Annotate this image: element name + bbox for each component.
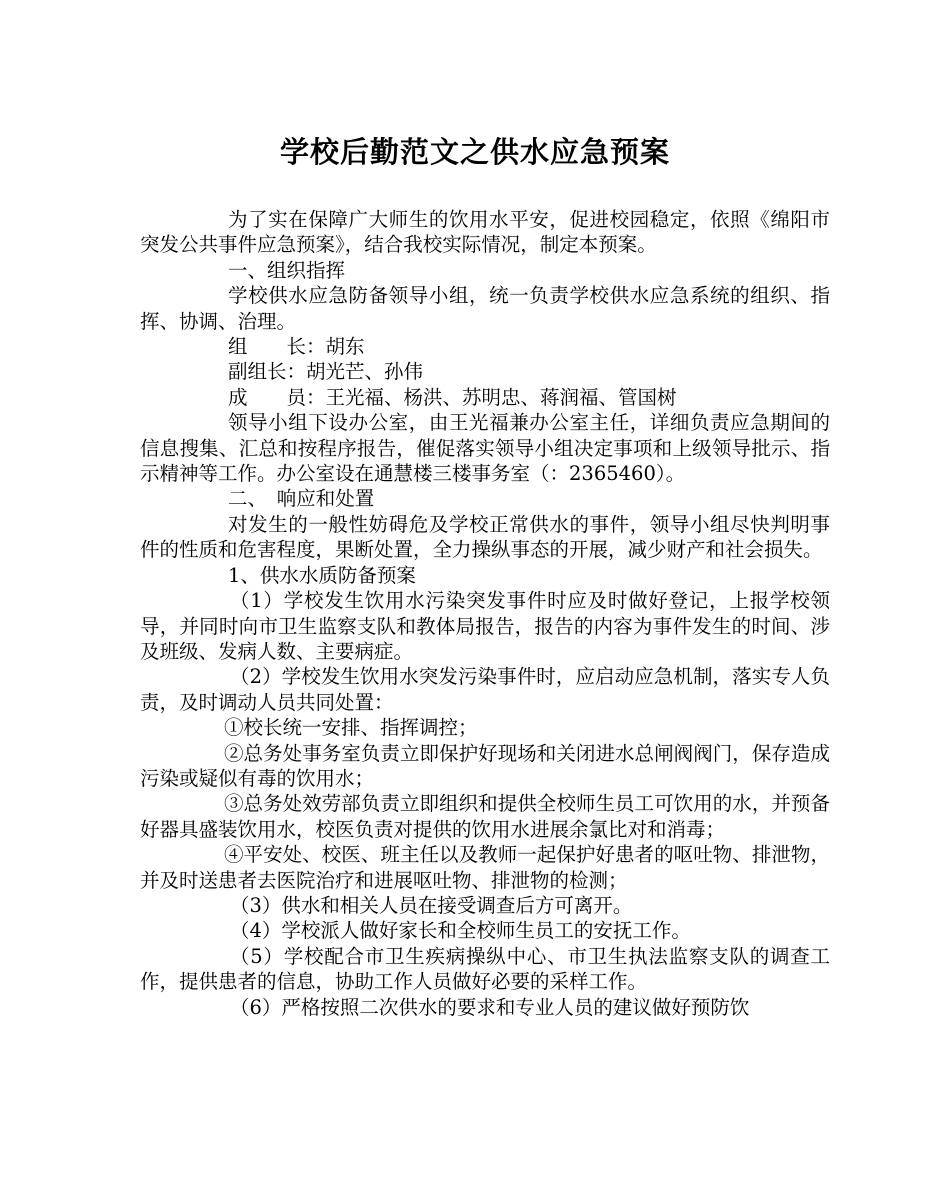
document-body [140, 207, 830, 1020]
section-heading: 一、组织指挥 [228, 258, 346, 282]
list-item: ①校长统一安排、指挥调控； [224, 716, 478, 740]
paragraph: 学校供水应急防备领导小组，统一负责学校供水应急系统的组织、指挥、协调、治理。 [140, 284, 830, 333]
list-item: （4）学校派人做好家长和全校师生员工的安抚工作。 [230, 919, 691, 943]
member-line: 成 员：王光福、杨洪、苏明忠、蒋润福、管国树 [228, 385, 677, 409]
list-item: （2）学校发生饮用水突发污染事件时，应启动应急机制，落实专人负责，及时调动人员共同处置： [140, 665, 830, 714]
paragraph: 对发生的一般性妨碍危及学校正常供水的事件，领导小组尽快判明事件的性质和危害程度，果断处置，全力操纵事态的开展，减少财产和社会损失。 [140, 512, 830, 562]
subsection-heading: 1、供水水质防备预案 [228, 563, 416, 587]
member-line: 副组长：胡光芒、孙伟 [228, 360, 424, 384]
list-item: （3）供水和相关人员在接受调查后方可离开。 [230, 893, 633, 917]
list-item: （6）严格按照二次供水的要求和专业人员的建议做好预防饮 [230, 995, 750, 1019]
list-item: ②总务处事务室负责立即保护好现场和关闭进水总闸阀阀门，保存造成污染或疑似有毒的饮用水； [140, 741, 830, 790]
list-item: （1）学校发生饮用水污染突发事件时应及时做好登记，上报学校领导，并同时向市卫生监察支队和教体局报告，报告的内容为事件发生的时间、涉及班级、发病人数、主要病症。 [140, 589, 830, 663]
list-item: （5）学校配合市卫生疾病操纵中心、市卫生执法监察支队的调查工作，提供患者的信息，协助工作人员做好必要的采样工作。 [140, 944, 830, 994]
section-heading: 二、 响应和处置 [228, 487, 375, 511]
list-item: ③总务处效劳部负责立即组织和提供全校师生员工可饮用的水，并预备好器具盛装饮用水，校医负责对提供的饮用水进展余氯比对和消毒； [140, 792, 830, 841]
member-line: 组 长：胡东 [228, 335, 365, 359]
paragraph: 为了实在保障广大师生的饮用水平安，促进校园稳定，依照《绵阳市突发公共事件应急预案》，结合我校实际情况，制定本预案。 [140, 208, 830, 257]
list-item: ④平安处、校医、班主任以及教师一起保护好患者的呕吐物、排泄物，并及时送患者去医院治疗和进展呕吐物、排泄物的检测； [140, 843, 830, 892]
document-title: 学校后勤范文之供水应急预案 [279, 135, 670, 169]
paragraph: 领导小组下设办公室，由王光福兼办公室主任，详细负责应急期间的信息搜集、汇总和按程序报告，催促落实领导小组决定事项和上级领导批示、指示精神等工作。办公室设在通慧楼三楼事务室（：2365460）。 [140, 411, 830, 486]
